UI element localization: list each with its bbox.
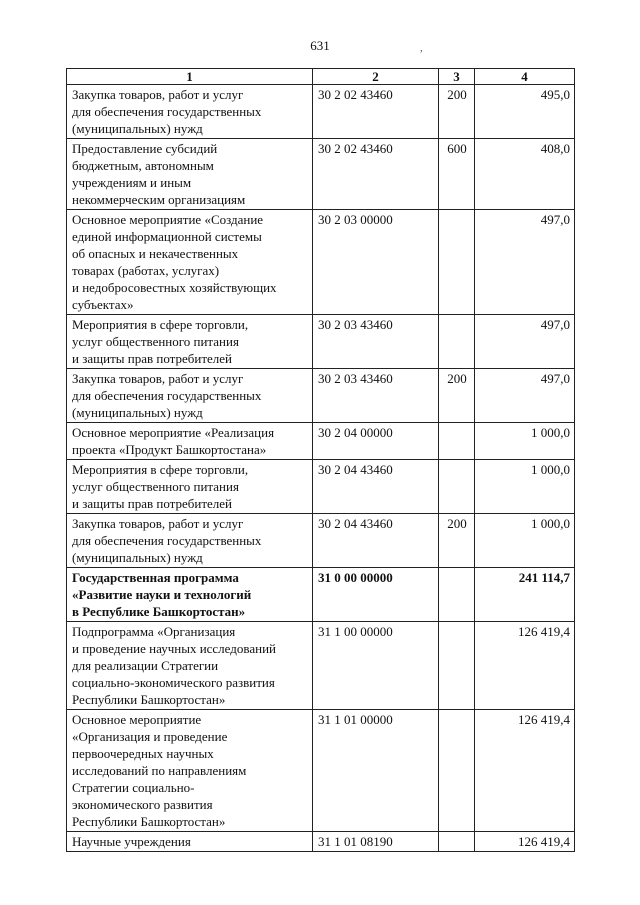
table-row bbox=[67, 315, 575, 369]
row-vr-cell bbox=[439, 315, 475, 369]
table-row bbox=[67, 460, 575, 514]
row-sum-cell: 126 419,4 bbox=[475, 622, 575, 710]
page-mark: , bbox=[420, 42, 423, 54]
row-vr-cell bbox=[439, 710, 475, 832]
row-vr-cell: 200 bbox=[439, 369, 475, 423]
row-name-cell: Закупка товаров, работ и услуг для обеспечения государственных (муниципальных) нужд bbox=[67, 514, 313, 568]
table-row bbox=[67, 210, 575, 315]
table-row bbox=[67, 710, 575, 832]
row-sum-cell: 408,0 bbox=[475, 139, 575, 210]
table-row bbox=[67, 139, 575, 210]
row-code-cell: 30 2 03 43460 bbox=[313, 315, 439, 369]
row-code-cell: 30 2 04 43460 bbox=[313, 514, 439, 568]
row-vr-cell: 600 bbox=[439, 139, 475, 210]
row-code-cell: 31 1 01 08190 bbox=[313, 832, 439, 852]
row-name-cell: Закупка товаров, работ и услуг для обеспечения государственных (муниципальных) нужд bbox=[67, 369, 313, 423]
row-sum-cell: 126 419,4 bbox=[475, 710, 575, 832]
table-row bbox=[67, 568, 575, 622]
row-sum-cell: 1 000,0 bbox=[475, 423, 575, 460]
row-name-cell: Основное мероприятие «Реализация проекта «Продукт Башкортостана» bbox=[67, 423, 313, 460]
row-sum-cell: 497,0 bbox=[475, 210, 575, 315]
page-number: 631 bbox=[310, 38, 330, 53]
row-name-cell: Основное мероприятие «Создание единой информационной системы об опасных и некачественных товарах (работах, услугах) и недобросовестных хозяйствующих субъектах» bbox=[67, 210, 313, 315]
row-vr-cell bbox=[439, 622, 475, 710]
header-vr: 3 bbox=[439, 69, 475, 85]
row-name-cell: Подпрограмма «Организация и проведение научных исследований для реализации Стратегии социально-экономического развития Республики Башкортостан» bbox=[67, 622, 313, 710]
header-sum: 4 bbox=[475, 69, 575, 85]
row-name-cell: Государственная программа «Развитие науки и технологий в Республике Башкортостан» bbox=[67, 568, 313, 622]
row-name-cell: Научные учреждения bbox=[67, 832, 313, 852]
row-sum-cell: 1 000,0 bbox=[475, 460, 575, 514]
row-name-cell: Мероприятия в сфере торговли, услуг общественного питания и защиты прав потребителей bbox=[67, 315, 313, 369]
row-code-cell: 30 2 04 00000 bbox=[313, 423, 439, 460]
row-sum-cell: 241 114,7 bbox=[475, 568, 575, 622]
row-vr-cell: 200 bbox=[439, 85, 475, 139]
row-name-cell: Закупка товаров, работ и услуг для обеспечения государственных (муниципальных) нужд bbox=[67, 85, 313, 139]
row-vr-cell bbox=[439, 832, 475, 852]
row-vr-cell bbox=[439, 210, 475, 315]
row-code-cell: 31 0 00 00000 bbox=[313, 568, 439, 622]
table-row bbox=[67, 622, 575, 710]
row-sum-cell: 126 419,4 bbox=[475, 832, 575, 852]
row-code-cell: 30 2 03 00000 bbox=[313, 210, 439, 315]
budget-table bbox=[66, 68, 575, 852]
row-code-cell: 30 2 02 43460 bbox=[313, 85, 439, 139]
row-sum-cell: 497,0 bbox=[475, 315, 575, 369]
table-row bbox=[67, 514, 575, 568]
row-sum-cell: 495,0 bbox=[475, 85, 575, 139]
row-sum-cell: 1 000,0 bbox=[475, 514, 575, 568]
header-name: 1 bbox=[67, 69, 313, 85]
table-header-row bbox=[67, 69, 575, 85]
row-vr-cell bbox=[439, 568, 475, 622]
row-vr-cell: 200 bbox=[439, 514, 475, 568]
table-row bbox=[67, 423, 575, 460]
row-code-cell: 30 2 03 43460 bbox=[313, 369, 439, 423]
row-name-cell: Мероприятия в сфере торговли, услуг общественного питания и защиты прав потребителей bbox=[67, 460, 313, 514]
row-name-cell: Основное мероприятие «Организация и проведение первоочередных научных исследований по направлениям Стратегии социально- экономического развития Республики Башкортостан» bbox=[67, 710, 313, 832]
row-sum-cell: 497,0 bbox=[475, 369, 575, 423]
table-row bbox=[67, 369, 575, 423]
row-vr-cell bbox=[439, 460, 475, 514]
row-code-cell: 31 1 01 00000 bbox=[313, 710, 439, 832]
header-code: 2 bbox=[313, 69, 439, 85]
table-row bbox=[67, 85, 575, 139]
row-code-cell: 30 2 04 43460 bbox=[313, 460, 439, 514]
row-code-cell: 30 2 02 43460 bbox=[313, 139, 439, 210]
row-vr-cell bbox=[439, 423, 475, 460]
row-name-cell: Предоставление субсидий бюджетным, автономным учреждениям и иным некоммерческим организациям bbox=[67, 139, 313, 210]
table-row bbox=[67, 832, 575, 852]
row-code-cell: 31 1 00 00000 bbox=[313, 622, 439, 710]
